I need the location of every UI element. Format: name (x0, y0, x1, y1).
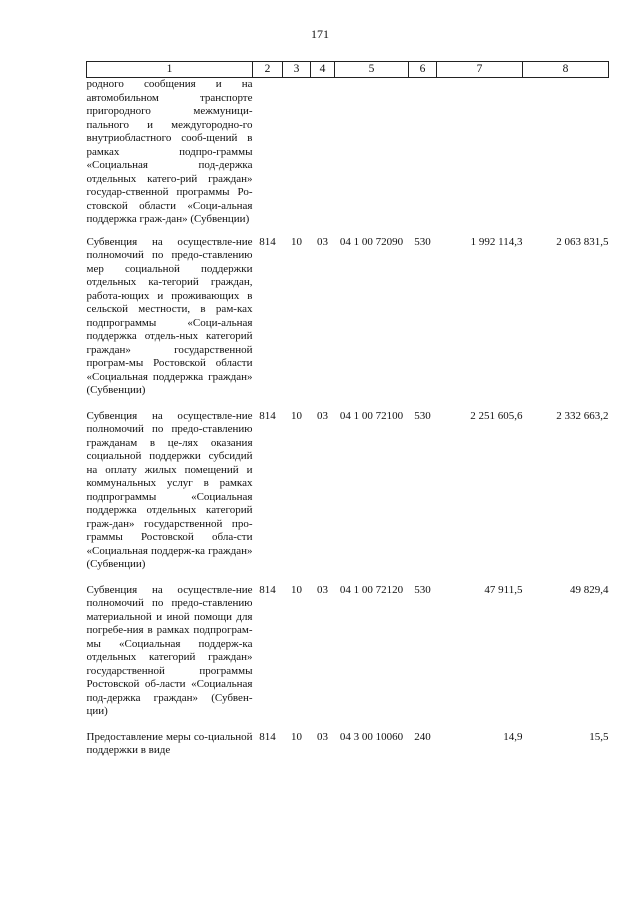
table-row (87, 731, 609, 758)
subsection-code: 03 (317, 409, 328, 422)
row-description: Предоставление меры со-циальной поддержки в виде (86, 730, 253, 756)
target-article-code (335, 78, 409, 236)
ministry-code (253, 78, 283, 236)
subsection-code (311, 78, 335, 236)
target-article-code: 04 1 00 72100 (339, 409, 404, 422)
column-header: 7 (437, 62, 523, 78)
subsection-code: 03 (317, 730, 328, 743)
expense-type-code: 530 (414, 409, 431, 422)
row-description: Субвенция на осуществле-ние полномочий по предо-ставлению мер социальной поддержки отдельных ка-тегорий граждан, работа-ющих и проживающих в сельской местности, в рам-ках подпрограммы «Соци-альная поддержка отдель-ных категорий граждан» государственной програм-мы Ростовской области «Социальная поддержка граждан» (Субвенции) (86, 235, 253, 396)
amount-col8: 2 063 831,5 (556, 235, 609, 248)
amount-col7: 47 911,5 (484, 583, 523, 596)
amount-col8 (523, 78, 609, 236)
subsection-code: 03 (317, 235, 328, 248)
section-code: 10 (291, 409, 302, 422)
row-description: Субвенция на осуществле-ние полномочий по предо-ставлению гражданам в це-лях оказания социальной поддержки субсидий на оплату жилых помещений и коммунальных услуг в рамках подпрограммы «Социальная поддержка отдельных категорий граж-дан» государственной про-граммы Ростовской обла-сти «Социальная поддерж-ка граждан» (Субвенции) (86, 409, 253, 570)
amount-col7: 2 251 605,6 (470, 409, 523, 422)
table-row (87, 410, 609, 584)
section-code: 10 (291, 730, 302, 743)
column-header: 6 (409, 62, 437, 78)
amount-col8: 2 332 663,2 (556, 409, 609, 422)
expense-type-code: 530 (414, 235, 431, 248)
column-header: 5 (335, 62, 409, 78)
expense-type-code (409, 78, 437, 236)
column-header: 4 (311, 62, 335, 78)
target-article-code: 04 3 00 10060 (339, 730, 404, 743)
budget-table (86, 61, 609, 758)
amount-col8: 15,5 (589, 730, 609, 743)
ministry-code: 814 (259, 583, 276, 596)
target-article-code: 04 1 00 72120 (339, 583, 404, 596)
ministry-code: 814 (259, 409, 276, 422)
amount-col8: 49 829,4 (570, 583, 609, 596)
expense-type-code: 240 (414, 730, 431, 743)
row-description: родного сообщения и на автомобильном транспорте пригородного межмуници-пального и междугородно-го внутриобластного сооб-щений в рамках подпро-граммы «Социальная под-держка отдельных катего-рий граждан» государ-ственной программы Ро-стовской области «Соци-альная поддержка граж-дан» (Субвенции) (86, 78, 253, 225)
target-article-code: 04 1 00 72090 (339, 235, 404, 248)
table-row (87, 236, 609, 410)
table-row (87, 584, 609, 731)
column-header: 3 (283, 62, 311, 78)
table-header-row (87, 62, 609, 78)
row-description: Субвенция на осуществле-ние полномочий по предо-ставлению материальной и иной помощи для погребе-ния в рамках подпрограм-мы «Социальная поддерж-ка отдельных категорий граждан» государственной программы Ростовской об-ласти «Социальная под-держка граждан» (Субвен-ции) (86, 583, 253, 717)
column-header: 2 (253, 62, 283, 78)
column-header: 8 (523, 62, 609, 78)
page-number: 171 (311, 27, 329, 41)
amount-col7: 14,9 (503, 730, 523, 743)
subsection-code: 03 (317, 583, 328, 596)
section-code: 10 (291, 235, 302, 248)
table-row (87, 78, 609, 236)
ministry-code: 814 (259, 730, 276, 743)
column-header: 1 (87, 62, 253, 78)
section-code (283, 78, 311, 236)
ministry-code: 814 (259, 235, 276, 248)
amount-col7 (437, 78, 523, 236)
expense-type-code: 530 (414, 583, 431, 596)
section-code: 10 (291, 583, 302, 596)
amount-col7: 1 992 114,3 (470, 235, 523, 248)
